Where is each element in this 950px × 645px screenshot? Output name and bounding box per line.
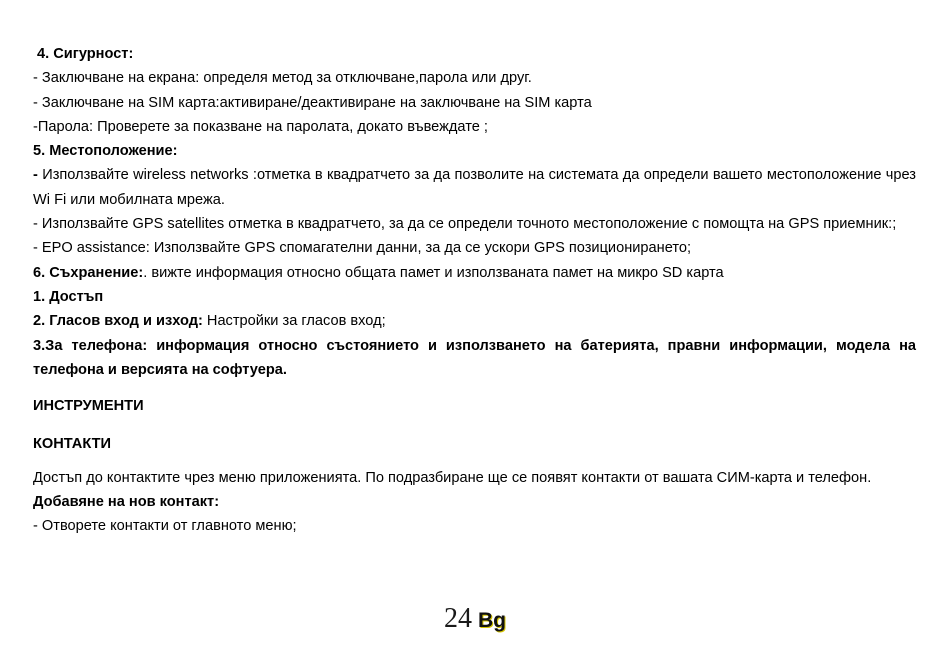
spacer [33,418,916,432]
contacts-intro-paragraph: Достъп до контактите чрез меню приложенията. По подразбиране ще се появят контакти от вашата СИМ-карта и телефон. [33,469,872,486]
page-footer [0,603,950,635]
language-code: Bg [478,609,506,632]
tools-heading: ИНСТРУМЕНТИ [33,398,144,415]
spacer [33,457,916,466]
add-contact-step: - Отворете контакти от главното меню; [33,518,297,535]
spacer [33,382,916,394]
voice-text: Настройки за гласов вход; [202,313,386,330]
security-item-screen-lock: - Заключване на екрана: определя метод за отключване,парола или друг. [33,70,532,87]
voice-title: 2. Гласов вход и изход: [33,313,203,330]
about-phone-paragraph: 3.За телефона: информация относно състоянието и използването на батерията, правни информации, модела на телефона и версията на софтуера. [33,337,916,378]
document-body [33,42,916,539]
storage-paragraph [33,261,916,285]
storage-title: 6. Съхранение: [33,264,144,281]
storage-text: . вижте информация относно общата памет и използваната памет на микро SD карта [143,264,724,281]
location-epo-paragraph: - EPO assistance: Използвайте GPS спомагателни данни, за да се ускори GPS позиционирането; [33,240,692,257]
location-wireless-text: Използвайте wireless networks :отметка в квадратчето за да позволите на системата да определи вашето местоположение чрез Wi Fi или мобилната мрежа. [33,167,916,208]
security-title: 4. Сигурност: [37,46,134,62]
security-item-sim-lock: - Заключване на SIM карта:активиране/деактивиране на заключване на SIM карта [33,94,592,111]
voice-paragraph [33,309,916,333]
location-wireless-dash: - [33,167,38,184]
location-gps-paragraph: - Използвайте GPS satellites отметка в квадратчето, за да се определи точното местоположение с помощта на GPS приемник:; [33,216,897,233]
add-contact-title: Добавяне на нов контакт: [33,494,220,511]
page-number: 24 [444,603,472,634]
contacts-heading: КОНТАКТИ [33,436,112,453]
location-wireless-paragraph [33,163,916,212]
location-title: 5. Местоположение: [33,143,178,160]
security-item-password: -Парола: Проверете за показване на паролата, докато въвеждате ; [33,118,488,135]
access-title: 1. Достъп [33,288,104,305]
